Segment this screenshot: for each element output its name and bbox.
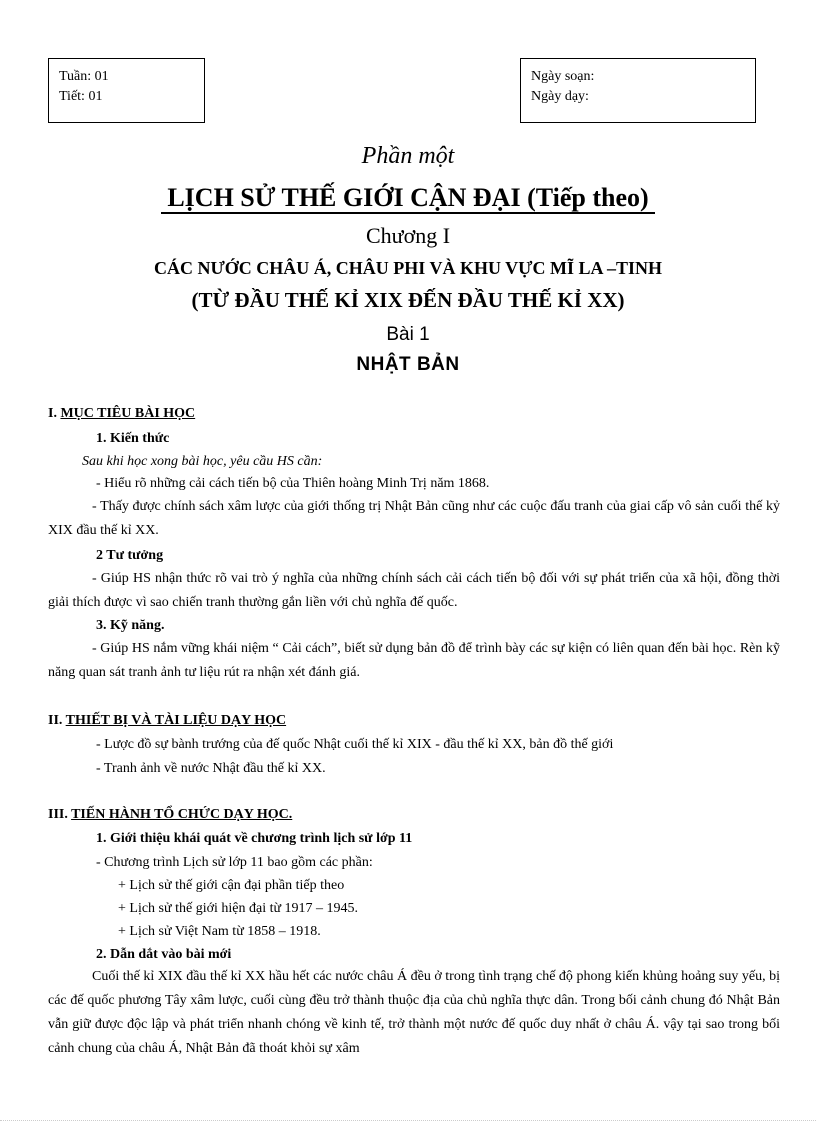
- chapter-title-line2: (TỪ ĐẦU THẾ KỈ XIX ĐẾN ĐẦU THẾ KỈ XX): [191, 288, 625, 312]
- section2-title: THIẾT BỊ VÀ TÀI LIỆU DẠY HỌC: [65, 713, 287, 728]
- thought-item-1: [48, 567, 780, 615]
- equipment-item-1: - Lược đồ sự bành trướng của đế quốc Nhật cuối thế kỉ XIX - đầu thế kỉ XX, bản đồ thế giới: [96, 737, 614, 752]
- section3-number: III.: [48, 807, 72, 822]
- date-box: [520, 58, 756, 123]
- thought-heading: 2 Tư tưởng: [96, 548, 164, 563]
- lead-paragraph: [48, 965, 780, 1061]
- intro-item-3: + Lịch sử thế giới hiện đại từ 1917 – 1945.: [118, 901, 359, 916]
- lead-heading: 2. Dẫn dắt vào bài mới: [96, 947, 232, 962]
- knowledge-heading: 1. Kiến thức: [96, 431, 170, 446]
- main-title-text: LỊCH SỬ THẾ GIỚI CẬN ĐẠI (Tiếp theo): [161, 183, 654, 214]
- chapter-title-line1: CÁC NƯỚC CHÂU Á, CHÂU PHI VÀ KHU VỰC MĨ LA –TINH: [153, 258, 662, 278]
- lead-paragraph-text: Cuối thế kỉ XIX đầu thế kỉ XX hầu hết các nước châu Á đều ở trong tình trạng chế độ phong kiến khủng hoảng suy yếu, bị các đế quốc phương Tây xâm lược, cuối cùng đều trở thành thuộc địa của chủ nghĩa thực dân. Trong bối cảnh chung đó Nhật Bản vẫn giữ được độc lập và phát triển nhanh chóng về kinh tế, trở thành một nước đế quốc duy nhất ở châu Á. vậy tại sao trong bối cảnh chung của châu Á, Nhật Bản đã thoát khỏi sự xâm: [48, 969, 780, 1056]
- intro-heading: 1. Giới thiệu khái quát về chương trình lịch sử lớp 11: [96, 831, 413, 846]
- section2-heading: [48, 711, 286, 730]
- knowledge-item-1: - Hiểu rõ những cải cách tiến bộ của Thiên hoàng Minh Trị năm 1868.: [96, 476, 490, 491]
- teach-date-label: Ngày dạy:: [531, 89, 589, 104]
- week-label: Tuần: 01: [59, 69, 109, 84]
- week-period-box: [48, 58, 205, 123]
- thought-item-1-text: - Giúp HS nhận thức rõ vai trò ý nghĩa của những chính sách cải cách tiến bộ đối với sự phát triển của xã hội, đồng thời giải thích được vì sao chiến tranh thường gắn liền với chủ nghĩa đế quốc.: [48, 571, 780, 610]
- skill-heading: 3. Kỹ năng.: [96, 618, 165, 633]
- skill-item-1: [48, 637, 780, 685]
- intro-item-2: + Lịch sử thế giới cận đại phần tiếp theo: [118, 878, 345, 893]
- section3-heading: [48, 805, 292, 824]
- knowledge-intro: Sau khi học xong bài học, yêu cầu HS cần:: [82, 454, 323, 469]
- skill-item-1-text: - Giúp HS nắm vững khái niệm “ Cải cách”, biết sử dụng bản đồ để trình bày các sự kiện có liên quan đến bài học. Rèn kỹ năng quan sát tranh ảnh tư liệu rút ra nhận xét đánh giá.: [48, 641, 780, 680]
- section3-title: TIẾN HÀNH TỔ CHỨC DẠY HỌC.: [71, 807, 293, 822]
- knowledge-item-2-text: - Thấy được chính sách xâm lược của giới thống trị Nhật Bản cũng như các cuộc đấu tranh của giai cấp vô sản cuối thế kỷ XIX đầu thế kỉ XX.: [48, 499, 780, 538]
- period-label: Tiết: 01: [59, 89, 103, 104]
- prep-date-label: Ngày soạn:: [531, 69, 595, 84]
- section2-number: II.: [48, 713, 66, 728]
- chapter-label: Chương I: [365, 223, 451, 248]
- lesson-label: Bài 1: [386, 324, 430, 345]
- knowledge-item-2: [48, 495, 780, 543]
- intro-item-1: - Chương trình Lịch sử lớp 11 bao gồm các phần:: [96, 855, 373, 870]
- section1-title: MỤC TIÊU BÀI HỌC: [60, 406, 196, 421]
- part-title: Phần một: [361, 143, 455, 169]
- section1-heading: [48, 404, 195, 423]
- intro-item-4: + Lịch sử Việt Nam từ 1858 – 1918.: [118, 924, 321, 939]
- section1-number: I.: [48, 406, 61, 421]
- main-title: [0, 183, 816, 213]
- equipment-item-2: - Tranh ảnh về nước Nhật đầu thế kỉ XX.: [96, 761, 326, 776]
- lesson-title: NHẬT BẢN: [356, 354, 460, 375]
- page-bottom-divider: [0, 1120, 816, 1121]
